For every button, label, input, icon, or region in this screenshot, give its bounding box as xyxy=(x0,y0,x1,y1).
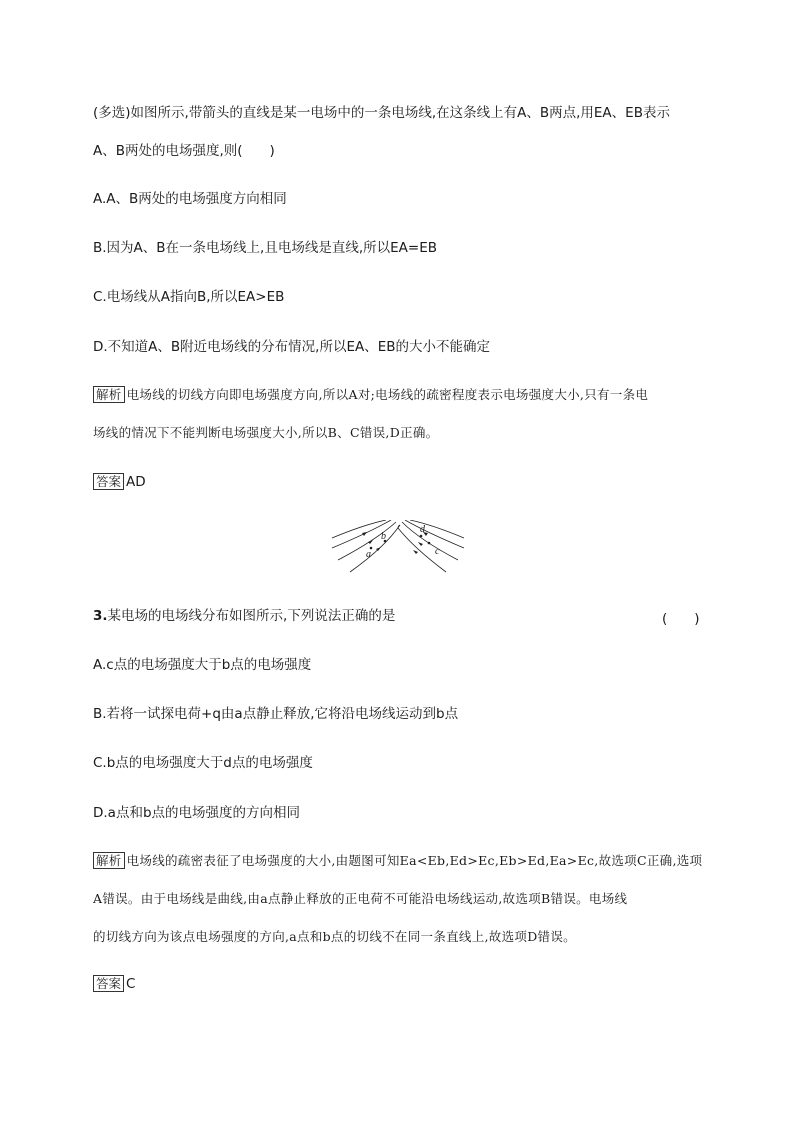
q3-option-d: D.a点和b点的电场强度的方向相同 xyxy=(93,805,301,821)
answer-tag: 答案 xyxy=(93,975,124,992)
q2-analysis-line-1: 解析 电场线的切线方向即电场强度方向,所以A对;电场线的疏密程度表示电场强度大小,只有一条电 xyxy=(93,386,648,404)
analysis-tag: 解析 xyxy=(93,852,125,869)
q3-option-a: A.c点的电场强度大于b点的电场强度 xyxy=(93,657,312,673)
q3-analysis-line-1: 解析 电场线的疏密表征了电场强度的大小,由题图可知Ea<Eb,Ed>Ec,Eb>Ed,Ea>Ec,故选项C正确,选项 xyxy=(93,852,702,870)
q3-analysis-line-2: A错误。由于电场线是曲线,由a点静止释放的正电荷不可能沿电场线运动,故选项B错误。电场线 xyxy=(93,891,628,906)
q2-stem-line-1: (多选)如图所示,带箭头的直线是某一电场中的一条电场线,在这条线上有A、B两点,用EA、EB表示 xyxy=(93,105,670,121)
q3-option-c: C.b点的电场强度大于d点的电场强度 xyxy=(93,755,313,771)
q2-option-d: D.不知道A、B附近电场线的分布情况,所以EA、EB的大小不能确定 xyxy=(93,339,491,355)
answer-tag: 答案 xyxy=(93,473,124,490)
q3-analysis-line-3: 的切线方向为该点电场强度的方向,a点和b点的切线不在同一条直线上,故选项D错误。 xyxy=(93,929,576,944)
label-b: b xyxy=(381,531,386,542)
label-d: d xyxy=(420,524,425,535)
q3-answer xyxy=(93,975,135,993)
q2-option-c: C.电场线从A指向B,所以EA>EB xyxy=(93,289,285,305)
q3-option-b: B.若将一试探电荷+q由a点静止释放,它将沿电场线运动到b点 xyxy=(93,706,459,722)
q2-analysis-line-2: 场线的情况下不能判断电场强度大小,所以B、C错误,D正确。 xyxy=(93,425,439,440)
q2-option-b: B.因为A、B在一条电场线上,且电场线是直线,所以EA=EB xyxy=(93,240,437,256)
label-a: a xyxy=(366,549,371,560)
q2-answer xyxy=(93,473,146,491)
answer-value: C xyxy=(126,976,136,992)
q2-option-a: A.A、B两处的电场强度方向相同 xyxy=(93,191,287,207)
q3-answer-parentheses: ( ) xyxy=(662,611,700,627)
analysis-tag: 解析 xyxy=(93,386,125,403)
label-c: c xyxy=(435,546,440,557)
answer-value: AD xyxy=(126,474,146,490)
q3-number: 3. xyxy=(93,608,108,624)
q2-stem-line-2: A、B两处的电场强度,则( ) xyxy=(93,143,275,159)
field-lines-figure xyxy=(328,520,468,576)
q3-stem: 3.某电场的电场线分布如图所示,下列说法正确的是 xyxy=(93,608,396,624)
